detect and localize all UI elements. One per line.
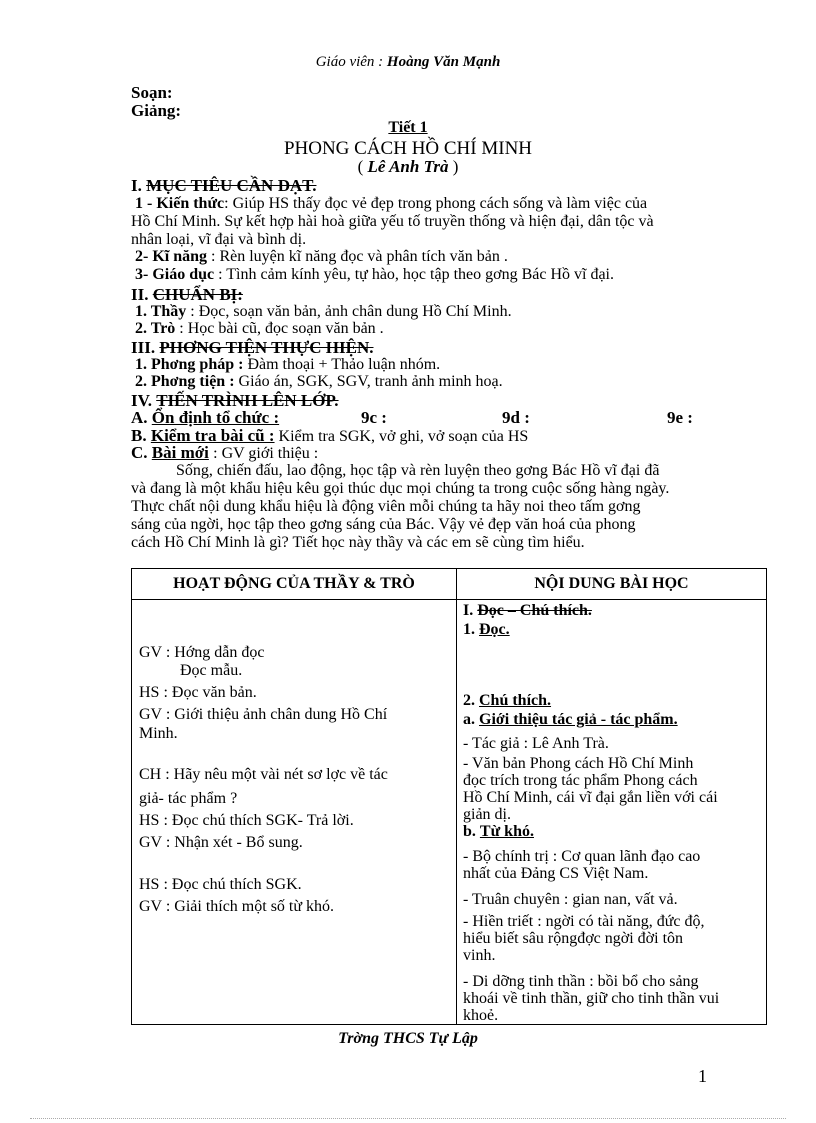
- step-c-title: Bài mới: [151, 443, 209, 462]
- class-9d: 9d :: [502, 408, 530, 427]
- page-number: 1: [698, 1066, 707, 1086]
- paren-close: ): [452, 157, 459, 176]
- content-heading-read-num: 1.: [463, 621, 475, 638]
- skill-line: [135, 248, 508, 266]
- class-9c: 9c :: [361, 408, 387, 427]
- skill-text: : Rèn luyện kĩ năng đọc và phân tích văn bản .: [211, 248, 508, 265]
- step-a-line: [131, 408, 279, 428]
- section-2-num: II.: [131, 285, 149, 304]
- teacher-name: Hoàng Văn Mạnh: [386, 54, 501, 70]
- author-line: [0, 157, 816, 177]
- section-3-num: III.: [131, 338, 156, 357]
- student-prep-line: [135, 320, 384, 338]
- content-heading-read-title: Đọc.: [479, 621, 510, 638]
- content-heading-author-title: Giới thiệu tác giả - tác phẩm.: [479, 711, 678, 728]
- teacher-prep-text: : Đọc, soạn văn bản, ảnh chân dung Hồ Chí Minh.: [190, 303, 512, 320]
- intro-line: cách Hồ Chí Minh là gì? Tiết học này thầy và các em sẽ cùng tìm hiểu.: [131, 534, 585, 551]
- method-line: [135, 356, 440, 374]
- section-3-title: PHƠNG TIỆN THỰC HIỆN.: [159, 338, 374, 357]
- activity-line: CH : Hãy nêu một vài nét sơ lợc về tác: [139, 766, 388, 783]
- vocab-line: hiểu biết sâu rộngđợc ngời đời tôn: [463, 930, 684, 947]
- knowledge-label: 1 - Kiến thức: [135, 195, 225, 212]
- section-4-num: IV.: [131, 391, 152, 410]
- activity-line: GV : Giải thích một số từ khó.: [139, 898, 335, 915]
- author-name: Lê Anh Trà: [367, 157, 449, 176]
- content-heading-notes-title: Chú thích.: [479, 692, 552, 709]
- student-prep-label: 2. Trò: [135, 320, 176, 337]
- content-heading-notes-num: 2.: [463, 692, 475, 709]
- work-note-line: đọc trích trong tác phẩm Phong cách: [463, 772, 698, 789]
- knowledge-line-3: nhân loại, vĩ đại và bình dị.: [131, 231, 307, 248]
- work-note-line: - Văn bản Phong cách Hồ Chí Minh: [463, 755, 694, 772]
- school-footer: Trờng THCS Tự Lập: [338, 1030, 478, 1047]
- knowledge-line-2: Hồ Chí Minh. Sự kết hợp hài hoà giữa yếu tố truyền thống và hiện đại, dân tộc và: [131, 213, 654, 230]
- vocab-line: nhất của Đảng CS Việt Nam.: [463, 865, 649, 882]
- vocab-item: [463, 891, 763, 908]
- paren-open: (: [357, 157, 364, 176]
- page-header: [0, 54, 816, 71]
- soan-label: Soạn:: [131, 83, 173, 102]
- activity-line: Đọc mẫu.: [180, 662, 243, 679]
- step-b-text: Kiểm tra SGK, vở ghi, vở soạn của HS: [274, 428, 529, 445]
- class-9e: 9e :: [667, 408, 693, 427]
- vocab-item: [463, 913, 763, 964]
- content-heading-1-title: Đọc – Chú thích.: [477, 602, 592, 619]
- work-note-line: giản dị.: [463, 806, 511, 823]
- activity-line: giả- tác phẩm ?: [139, 790, 238, 807]
- step-a-label: A.: [131, 408, 148, 427]
- step-b-label: B.: [131, 426, 147, 445]
- activity-line: GV : Nhận xét - Bổ sung.: [139, 834, 303, 851]
- section-3-heading: [131, 338, 373, 358]
- teacher-prep-line: [135, 303, 512, 321]
- col-header-content: NỘI DUNG BÀI HỌC: [457, 569, 767, 600]
- activity-line: HS : Đọc văn bản.: [139, 684, 257, 701]
- content-heading-1-num: I.: [463, 602, 474, 619]
- materials-line: [135, 373, 503, 391]
- student-prep-text: : Học bài cũ, đọc soạn văn bản .: [179, 320, 384, 337]
- knowledge-paragraph: [131, 195, 771, 249]
- section-1-num: I.: [131, 176, 142, 195]
- knowledge-text: : Giúp HS thấy đọc vẻ đẹp trong phong cách sống và làm việc của: [224, 195, 648, 212]
- lesson-number: Tiết 1: [388, 119, 428, 136]
- vocab-line: - Hiền triết : ngời có tài năng, đức độ,: [463, 913, 705, 930]
- vocab-line: - Truân chuyên : gian nan, vất vả.: [463, 891, 678, 908]
- content-heading-author-num: a.: [463, 711, 475, 728]
- method-text: Đàm thoại + Thảo luận nhóm.: [243, 356, 441, 373]
- section-1-title: MỤC TIÊU CẦN ĐẠT.: [146, 176, 317, 195]
- intro-paragraph: [131, 462, 771, 552]
- intro-line: và đang là một khẩu hiệu kêu gọi thúc dục mọi chúng ta trong cuộc sống hàng ngày.: [131, 480, 670, 497]
- lesson-title: PHONG CÁCH HỒ CHÍ MINH: [283, 138, 533, 159]
- page-bottom-divider: [30, 1118, 786, 1119]
- section-1-heading: [131, 176, 316, 196]
- activity-line: GV : Giới thiệu ảnh chân dung Hồ Chí: [139, 706, 388, 723]
- step-a-title: Ổn định tổ chức :: [151, 408, 280, 427]
- col-header-activities: HOẠT ĐỘNG CỦA THẦY & TRÒ: [132, 569, 457, 600]
- content-heading-vocab-num: b.: [463, 823, 476, 840]
- step-c-label: C.: [131, 443, 148, 462]
- education-line: [135, 266, 614, 284]
- vocab-line: khoẻ.: [463, 1007, 499, 1024]
- intro-line: sáng của ngời, học tập theo gơng sáng của Bác. Vậy vẻ đẹp văn hoá của phong: [131, 516, 636, 533]
- step-c-line: [131, 443, 318, 463]
- activity-line: HS : Đọc chú thích SGK.: [139, 876, 302, 893]
- content-heading-read: [463, 621, 763, 638]
- content-heading-notes: [463, 692, 763, 709]
- work-note: [463, 755, 763, 823]
- activity-line: GV : Hớng dẫn đọc: [139, 644, 265, 661]
- vocab-line: - Bộ chính trị : Cơ quan lãnh đạo cao: [463, 848, 701, 865]
- lesson-table: [131, 568, 767, 1025]
- vocab-item: [463, 848, 763, 882]
- intro-line: Thực chất nội dung khẩu hiệu là động viên mỗi chúng ta hãy noi theo tấm gơng: [131, 498, 641, 515]
- activities-cell: [132, 600, 457, 1025]
- vocab-line: - Di dỡng tinh thần : bồi bổ cho sảng: [463, 973, 699, 990]
- section-2-heading: [131, 285, 243, 305]
- section-4-title: TIẾN TRÌNH LÊN LỚP.: [156, 391, 339, 410]
- activity-line: HS : Đọc chú thích SGK- Trả lời.: [139, 812, 354, 829]
- content-heading-author: [463, 711, 763, 728]
- method-label: 1. Phơng pháp :: [135, 356, 244, 373]
- teacher-prep-label: 1. Thầy: [135, 303, 187, 320]
- content-cell: [457, 600, 767, 1025]
- education-text: : Tình cảm kính yêu, tự hào, học tập theo gơng Bác Hồ vĩ đại.: [218, 266, 614, 283]
- vocab-line: vinh.: [463, 947, 496, 964]
- giang-label: Giảng:: [131, 101, 182, 120]
- step-b-title: Kiểm tra bài cũ :: [150, 426, 275, 445]
- intro-line: Sống, chiến đấu, lao động, học tập và rèn luyện theo gơng Bác Hồ vĩ đại đã: [176, 462, 660, 479]
- content-heading-vocab-title: Từ khó.: [479, 823, 534, 840]
- materials-label: 2. Phơng tiện :: [135, 373, 235, 390]
- work-note-line: Hồ Chí Minh, cái vĩ đại gắn liền với cái: [463, 789, 718, 806]
- education-label: 3- Giáo dục: [135, 266, 215, 283]
- materials-text: Giáo án, SGK, SGV, tranh ảnh minh hoạ.: [234, 373, 503, 390]
- section-2-title: CHUẨN BỊ:: [152, 285, 243, 304]
- author-note: - Tác giả : Lê Anh Trà.: [463, 735, 609, 752]
- header-prefix: Giáo viên :: [315, 54, 387, 70]
- vocab-item: [463, 973, 763, 1024]
- step-c-text: : GV giới thiệu :: [213, 445, 319, 462]
- activity-line: Minh.: [139, 725, 178, 742]
- content-heading-vocab: [463, 823, 763, 840]
- skill-label: 2- Kĩ năng: [135, 248, 208, 265]
- vocab-line: khoái về tinh thần, giữ cho tinh thần vui: [463, 990, 720, 1007]
- content-heading-1: [463, 602, 763, 619]
